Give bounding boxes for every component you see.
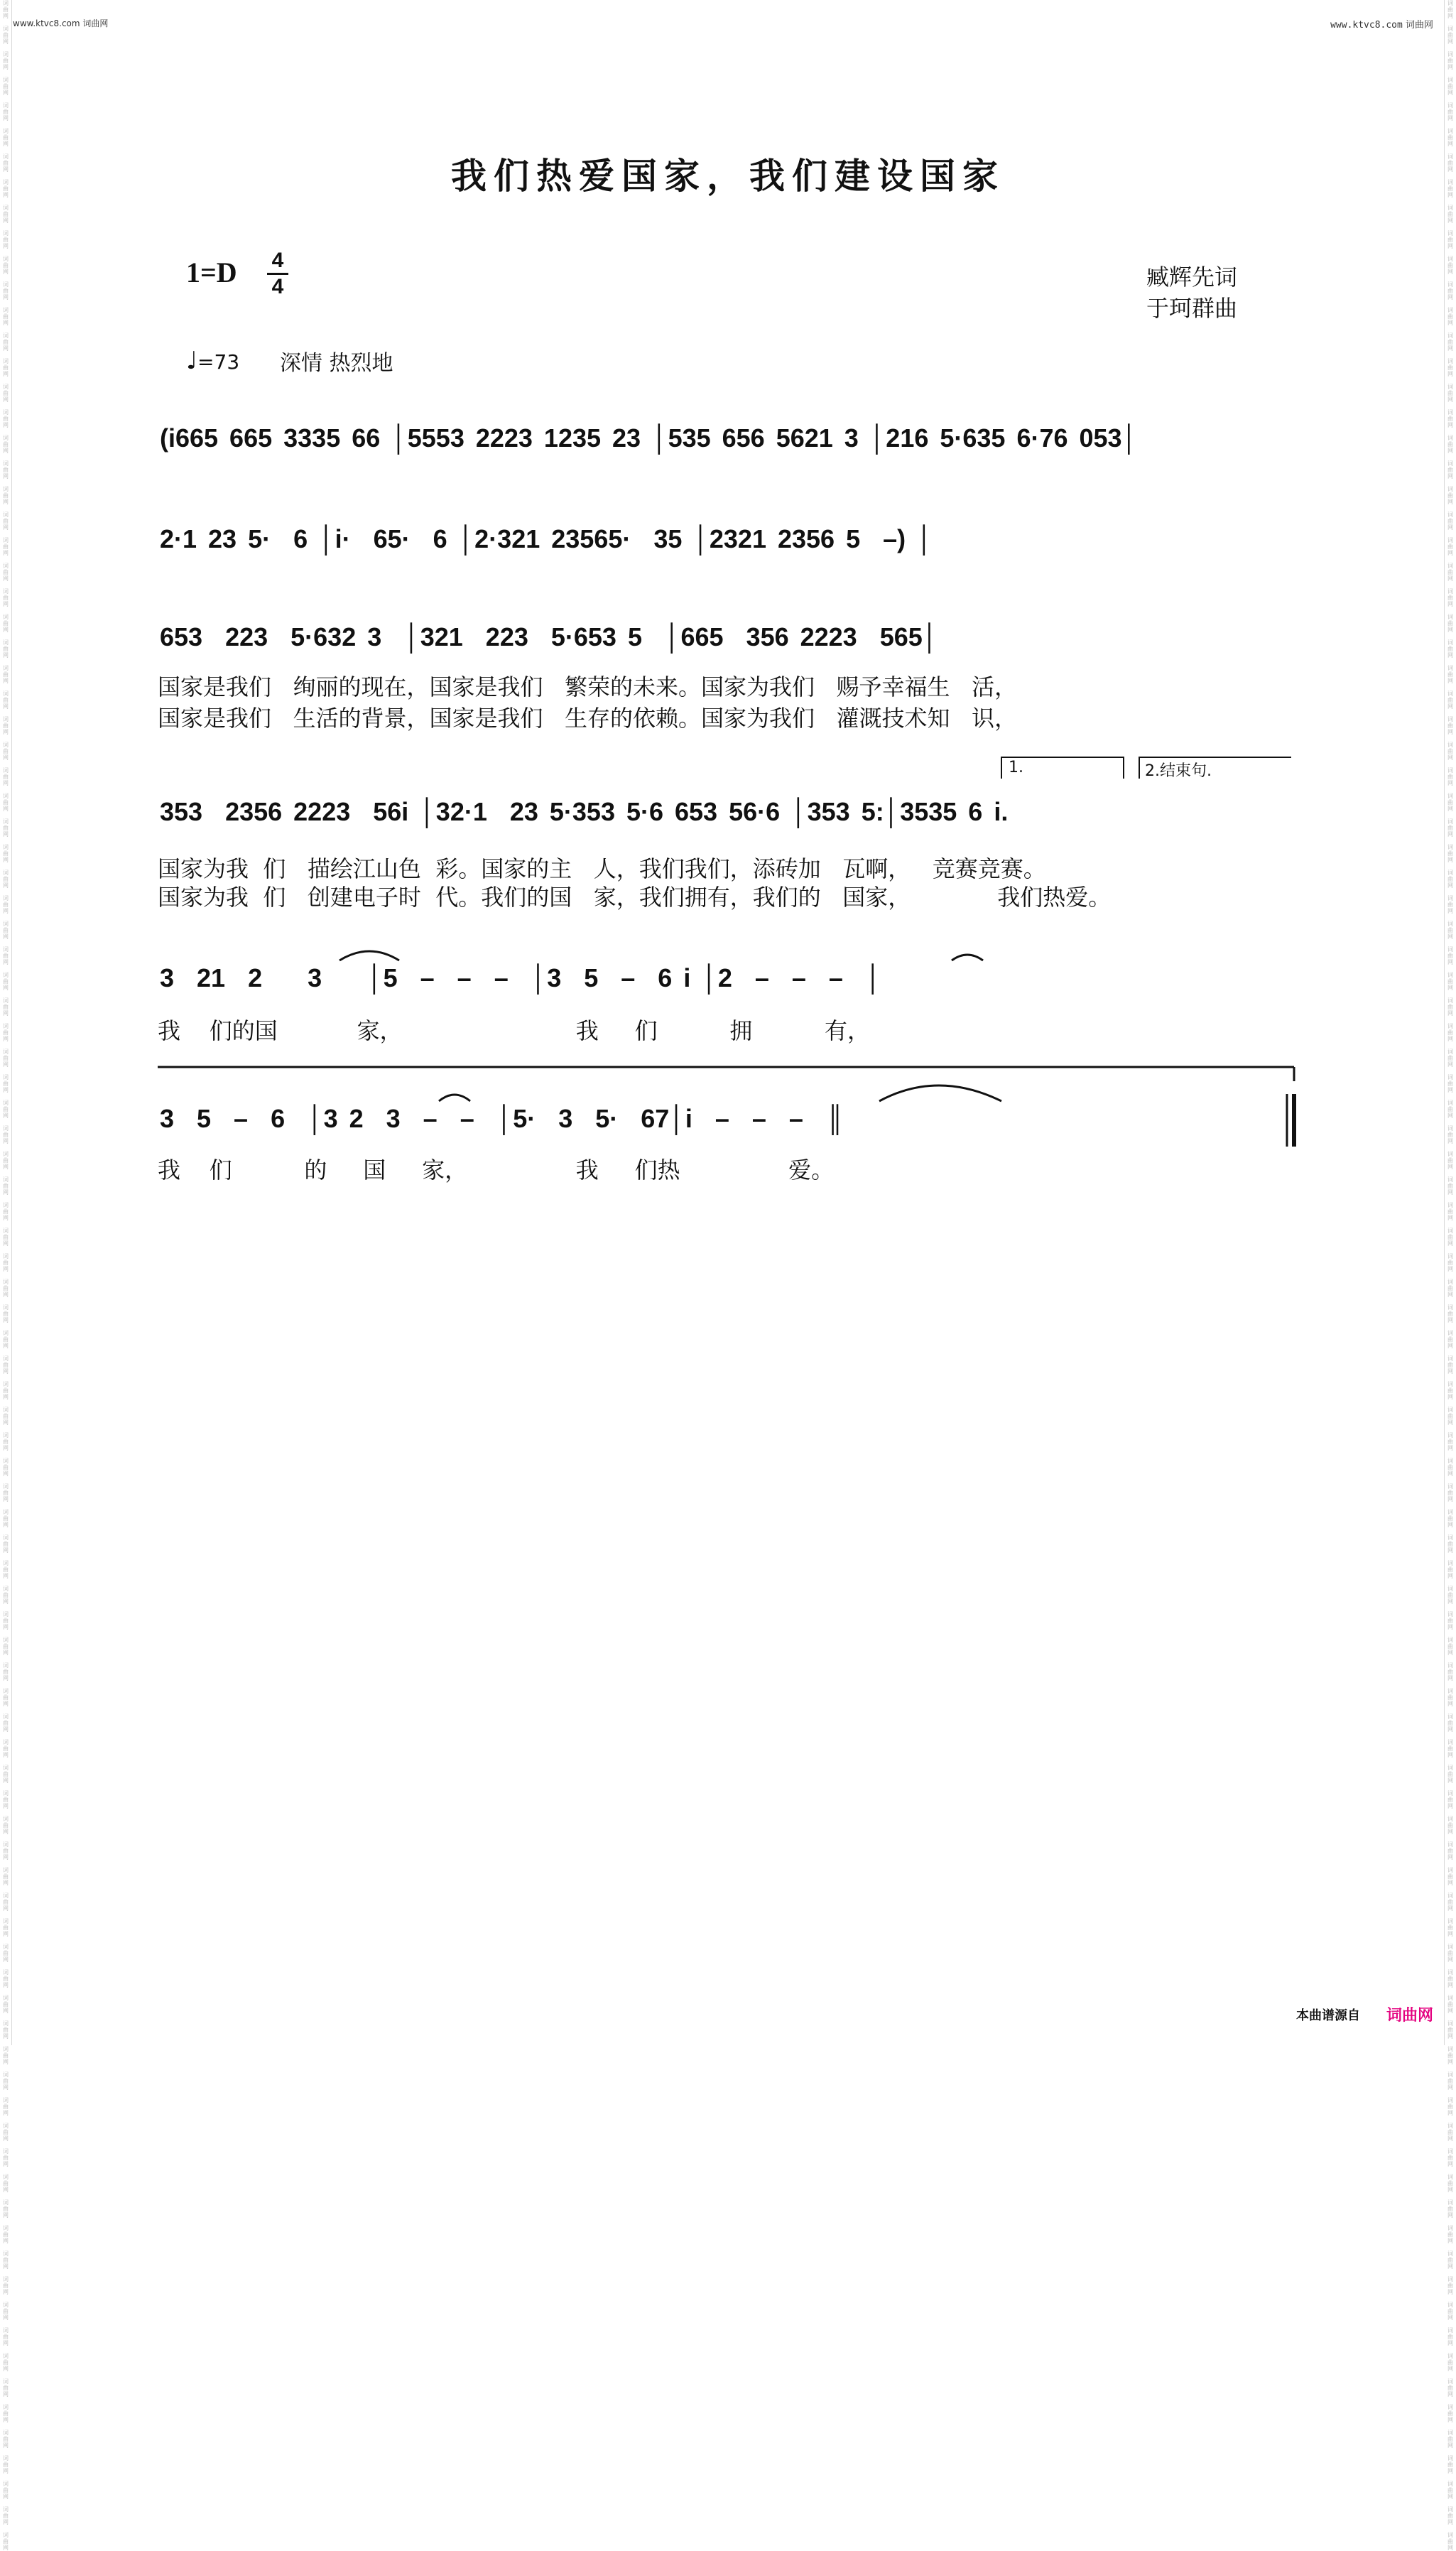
right-watermark-strip: 词 曲 网 词 曲 网 词 曲 网 词 曲 网 词 曲 网 词 曲 网 词 曲 网 词 曲 网 词 曲 网 词 曲 网 词 曲 网 词 曲 网 词 曲 网 词 曲 网 词 曲 网 词 曲 网 词 曲 网 词 曲 网 词 曲 网 词 曲 网 词 曲 网 词 曲 网 词 曲 网 词 曲 网 词 曲 网 词 曲 网 词 曲 网 词 曲 网 词 曲 网 词 曲 网 词 曲 网 词 曲 网 词 曲 网 词 曲 网 词 曲 网 词 曲 网 词 曲 网 词 曲 网 词 曲 网 词 曲 网 词 曲 网 词 曲 网 词 曲 网 词 曲 网 词 曲 网 词 曲 网 词 曲 网 词 曲 网 词 曲 网 词 曲 网 词 曲 网 词 曲 网 词 曲 网 词 曲 网 词 曲 网 词 曲 网 词 曲 网 词 曲 网 词 曲 网 词 曲 网 词 曲 网 词 曲 网 词 曲 网 词 曲 网 词 曲 网 词 曲 网 词 曲 网 词 曲 网 词 曲 网 词 曲 网 词 曲 网 词 曲 网 词 曲 网 词 曲 网 词 曲 网 词 曲 网 词 曲 网 词 曲 网 词 曲 网 词 曲 网 词 曲 网 词 曲 网 词 曲 网 词 曲 网 词 曲 网 词 曲 网 词 曲 网 词 曲 网 词 曲 网 词 曲 网 词 曲 网 词 曲 网 词 曲 网 词 曲 网 词 曲 网 词 曲 网 词 曲 网 词 曲 网 词 曲 网 词 曲 网	[1444, 0, 1456, 2045]
time-top: 4	[271, 249, 284, 272]
notation-line-2: 2·1 23 5· 6 │i· 65· 6 │2·321 23565· 35 │2321 2356 5 –) │	[160, 524, 933, 553]
left-watermark-strip: 词 曲 网 词 曲 网 词 曲 网 词 曲 网 词 曲 网 词 曲 网 词 曲 网 词 曲 网 词 曲 网 词 曲 网 词 曲 网 词 曲 网 词 曲 网 词 曲 网 词 曲 网 词 曲 网 词 曲 网 词 曲 网 词 曲 网 词 曲 网 词 曲 网 词 曲 网 词 曲 网 词 曲 网 词 曲 网 词 曲 网 词 曲 网 词 曲 网 词 曲 网 词 曲 网 词 曲 网 词 曲 网 词 曲 网 词 曲 网 词 曲 网 词 曲 网 词 曲 网 词 曲 网 词 曲 网 词 曲 网 词 曲 网 词 曲 网 词 曲 网 词 曲 网 词 曲 网 词 曲 网 词 曲 网 词 曲 网 词 曲 网 词 曲 网 词 曲 网 词 曲 网 词 曲 网 词 曲 网 词 曲 网 词 曲 网 词 曲 网 词 曲 网 词 曲 网 词 曲 网 词 曲 网 词 曲 网 词 曲 网 词 曲 网 词 曲 网 词 曲 网 词 曲 网 词 曲 网 词 曲 网 词 曲 网 词 曲 网 词 曲 网 词 曲 网 词 曲 网 词 曲 网 词 曲 网 词 曲 网 词 曲 网 词 曲 网 词 曲 网 词 曲 网 词 曲 网 词 曲 网 词 曲 网 词 曲 网 词 曲 网 词 曲 网 词 曲 网 词 曲 网 词 曲 网 词 曲 网 词 曲 网 词 曲 网 词 曲 网 词 曲 网 词 曲 网 词 曲 网 词 曲 网 词 曲 网 词 曲 网	[0, 0, 12, 2045]
notation-line-6: 3 5 – 6 │3 2 3 – – │5· 3 5· 67│i – – – ║	[160, 1104, 844, 1133]
lyricist: 臧辉先词	[1146, 264, 1238, 291]
volta-first-ending: 1.	[1009, 759, 1023, 776]
notation-line-3: 653 223 5·632 3 │321 223 5·653 5 │665 356 2223 565│	[160, 622, 939, 651]
volta-second-ending: 2.结束句.	[1145, 762, 1212, 780]
composer: 于珂群曲	[1146, 295, 1238, 322]
top-right-watermark	[1330, 17, 1433, 31]
top-left-watermark: www.ktvc8.com 词曲网	[13, 18, 109, 28]
time-signature	[267, 250, 288, 298]
source-label: 本曲谱源自	[1296, 2008, 1360, 2023]
expression-marking: 深情 热烈地	[280, 351, 393, 376]
credits	[1146, 261, 1237, 324]
quarter-note-icon: ♩	[186, 347, 198, 375]
notation-line-1: (i665 665 3335 66 │5553 2223 1235 23 │535 656 5621 3 │216 5·635 6·76 053│	[160, 423, 1139, 453]
notation-line-4: 353 2356 2223 56i │32·1 23 5·353 5·6 653 56·6 │353 5:│3535 6 i.	[160, 797, 1009, 826]
notation-line-5: 3 21 2 3 │5 – – – │3 5 – 6 i │2 – – – │	[160, 963, 882, 992]
watermark-site: 词曲网	[1405, 20, 1433, 31]
lyric-line-5: 我 们的国 家， 我 们 拥 有，	[158, 1017, 871, 1044]
lyric-line-3b: 国家是我们 生活的背景，国家是我们 生存的依赖。国家为我们 灌溉技术知 识，	[158, 705, 1018, 732]
lyric-line-4b: 国家为我 们 创建电子时 代。我们的国 家，我们拥有，我们的 国家， 我们热爱。	[158, 884, 1112, 911]
tempo-value: =73	[197, 350, 240, 374]
time-bottom: 4	[271, 275, 284, 298]
song-title: 我们热爱国家，我们建设国家	[451, 155, 1005, 197]
site-logo: 词曲网	[1386, 2007, 1433, 2025]
tempo-marking	[186, 347, 239, 375]
lyric-line-6: 我 们 的 国 家， 我 们热 爱。	[158, 1157, 835, 1184]
key-signature: 1=D	[186, 256, 237, 288]
watermark-url: www.ktvc8.com	[1330, 20, 1403, 31]
lyric-line-3a: 国家是我们 绚丽的现在，国家是我们 繁荣的未来。国家为我们 赐予幸福生 活，	[158, 673, 1018, 700]
lyric-line-4a: 国家为我 们 描绘江山色 彩。国家的主 人，我们我们，添砖加 瓦啊， 竞赛竞赛。	[158, 855, 1046, 882]
